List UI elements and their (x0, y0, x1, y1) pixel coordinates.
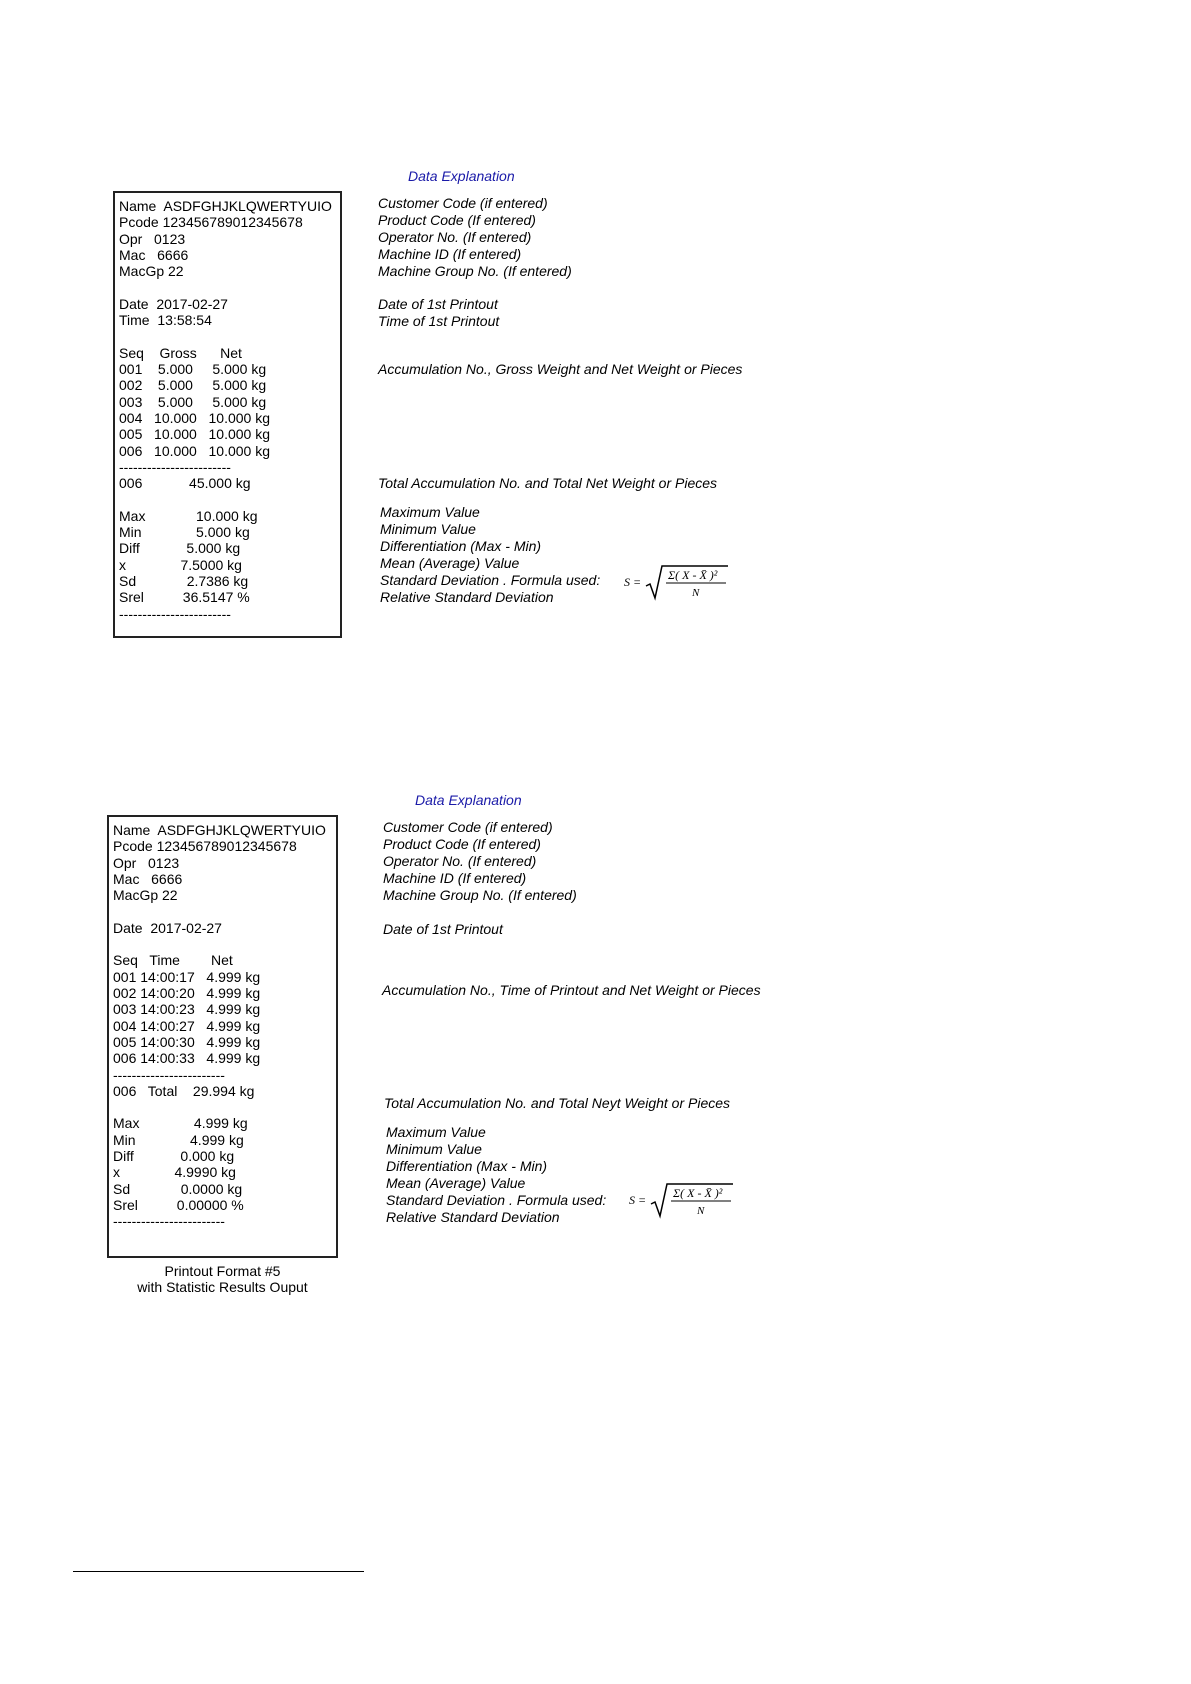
receipt-line: Min 4.999 kg (113, 1131, 244, 1148)
receipt-line: 005 14:00:30 4.999 kg (113, 1033, 261, 1050)
receipt-line: x 4.9990 kg (113, 1164, 236, 1181)
receipt-line: Opr 0123 (113, 854, 180, 871)
receipt-line: 002 14:00:20 4.999 kg (113, 985, 261, 1001)
formula-denominator: N (692, 587, 700, 599)
receipt-line: ------------------------ (119, 605, 231, 622)
receipt-line: Seq Gross Net (119, 344, 242, 361)
explanation-item: Machine Group No. (If entered) (378, 263, 572, 279)
receipt-line: Sd 0.0000 kg (113, 1180, 243, 1197)
formula-lhs: S = (624, 575, 642, 589)
receipt-line: 003 14:00:23 4.999 kg (113, 1001, 261, 1018)
receipt-line: 001 5.000 5.000 kg (119, 361, 267, 377)
receipt-line: Pcode 123456789012345678 (113, 838, 297, 855)
receipt-line: x 7.5000 kg (119, 556, 242, 573)
explanation-item: Total Accumulation No. and Total Neyt Weight or Pieces (384, 1095, 731, 1111)
explanation-item: Relative Standard Deviation (380, 589, 554, 605)
receipt-line: 006 10.000 10.000 kg (119, 442, 271, 459)
explanation-item: Accumulation No., Gross Weight and Net Weight or Pieces (378, 361, 743, 377)
caption-line-2: with Statistic Results Ouput (137, 1279, 308, 1295)
explanation-title-1: Data Explanation (408, 168, 515, 184)
explanation-title-2: Data Explanation (415, 792, 522, 808)
receipt-line: ------------------------ (113, 1213, 225, 1230)
explanation-item: Relative Standard Deviation (386, 1209, 560, 1225)
receipt-line: MacGp 22 (119, 263, 184, 280)
explanation-item: Machine ID (If entered) (383, 870, 527, 886)
receipt-line: Diff 5.000 kg (119, 540, 241, 557)
receipt-line: 001 14:00:17 4.999 kg (113, 968, 261, 985)
printout-receipt-2 (107, 815, 338, 1258)
receipt-line: Date 2017-02-27 (119, 295, 228, 312)
explanation-item: Operator No. (If entered) (383, 853, 537, 869)
receipt-line: MacGp 22 (113, 887, 178, 904)
receipt-line: 002 5.000 5.000 kg (119, 377, 267, 394)
receipt-line: Mac 6666 (119, 246, 189, 263)
explanation-item: Total Accumulation No. and Total Net Weight or Pieces (378, 475, 718, 491)
receipt-line: Name ASDFGHJKLQWERTYUIO (119, 198, 332, 214)
receipt-line: 004 10.000 10.000 kg (119, 409, 271, 426)
receipt-line: Seq Time Net (113, 952, 233, 969)
explanation-item: Minimum Value (380, 521, 476, 537)
explanation-item: Accumulation No., Time of Printout and Net Weight or Pieces (382, 982, 761, 998)
receipt-line: Srel 0.00000 % (113, 1196, 244, 1213)
printout-receipt-1 (113, 191, 342, 638)
explanation-item: Product Code (If entered) (383, 836, 541, 852)
receipt-line: Srel 36.5147 % (119, 589, 250, 606)
receipt-line: Name ASDFGHJKLQWERTYUIO (113, 822, 326, 838)
receipt-line: Min 5.000 kg (119, 524, 250, 540)
receipt-line: 005 10.000 10.000 kg (119, 426, 271, 443)
explanation-item: Standard Deviation . Formula used: (386, 1192, 607, 1208)
explanation-item: Date of 1st Printout (378, 296, 498, 312)
formula-numerator: Σ( X - X̄ )² (668, 568, 718, 582)
explanation-item: Machine ID (If entered) (378, 246, 522, 262)
explanation-item: Differentiation (Max - Min) (380, 538, 542, 554)
receipt-line: ------------------------ (119, 458, 231, 475)
explanation-item: Standard Deviation . Formula used: (380, 572, 601, 588)
receipt-line: Sd 2.7386 kg (119, 572, 249, 589)
explanation-item: Mean (Average) Value (386, 1175, 526, 1191)
explanation-item: Minimum Value (386, 1141, 482, 1157)
receipt-line: ------------------------ (113, 1066, 225, 1083)
explanation-item: Machine Group No. (If entered) (383, 887, 577, 903)
formula-denominator: N (697, 1205, 705, 1217)
receipt-line: 006 14:00:33 4.999 kg (113, 1050, 261, 1067)
receipt-line: 003 5.000 5.000 kg (119, 393, 267, 410)
receipt-line: Opr 0123 (119, 230, 186, 247)
explanation-item: Operator No. (If entered) (378, 229, 532, 245)
caption-line-1: Printout Format #5 (164, 1263, 281, 1279)
explanation-item: Maximum Value (380, 504, 480, 520)
std-dev-formula-2 (627, 1180, 737, 1220)
explanation-item: Customer Code (if entered) (383, 819, 553, 835)
receipt-line: Date 2017-02-27 (113, 919, 222, 936)
receipt-line: 006 45.000 kg (119, 475, 251, 492)
explanation-item: Time of 1st Printout (378, 313, 500, 329)
formula-lhs: S = (629, 1193, 647, 1207)
footnote-rule (73, 1571, 364, 1572)
explanation-item: Maximum Value (386, 1124, 486, 1140)
receipt-line: Pcode 123456789012345678 (119, 214, 303, 231)
receipt-line: Max 10.000 kg (119, 507, 258, 524)
receipt-line: 006 Total 29.994 kg (113, 1082, 255, 1099)
receipt-line: Diff 0.000 kg (113, 1148, 235, 1164)
explanation-item: Product Code (If entered) (378, 212, 536, 228)
receipt-line: Time 13:58:54 (119, 312, 212, 329)
receipt-line: 004 14:00:27 4.999 kg (113, 1017, 261, 1034)
formula-numerator: Σ( X - X̄ )² (673, 1186, 723, 1200)
explanation-item: Differentiation (Max - Min) (386, 1158, 548, 1174)
explanation-item: Date of 1st Printout (383, 921, 503, 937)
figure-caption (107, 1263, 338, 1295)
explanation-item: Customer Code (if entered) (378, 195, 548, 211)
explanation-item: Mean (Average) Value (380, 555, 520, 571)
receipt-line: Mac 6666 (113, 870, 183, 887)
std-dev-formula-1 (622, 562, 732, 602)
receipt-line: Max 4.999 kg (113, 1115, 248, 1132)
